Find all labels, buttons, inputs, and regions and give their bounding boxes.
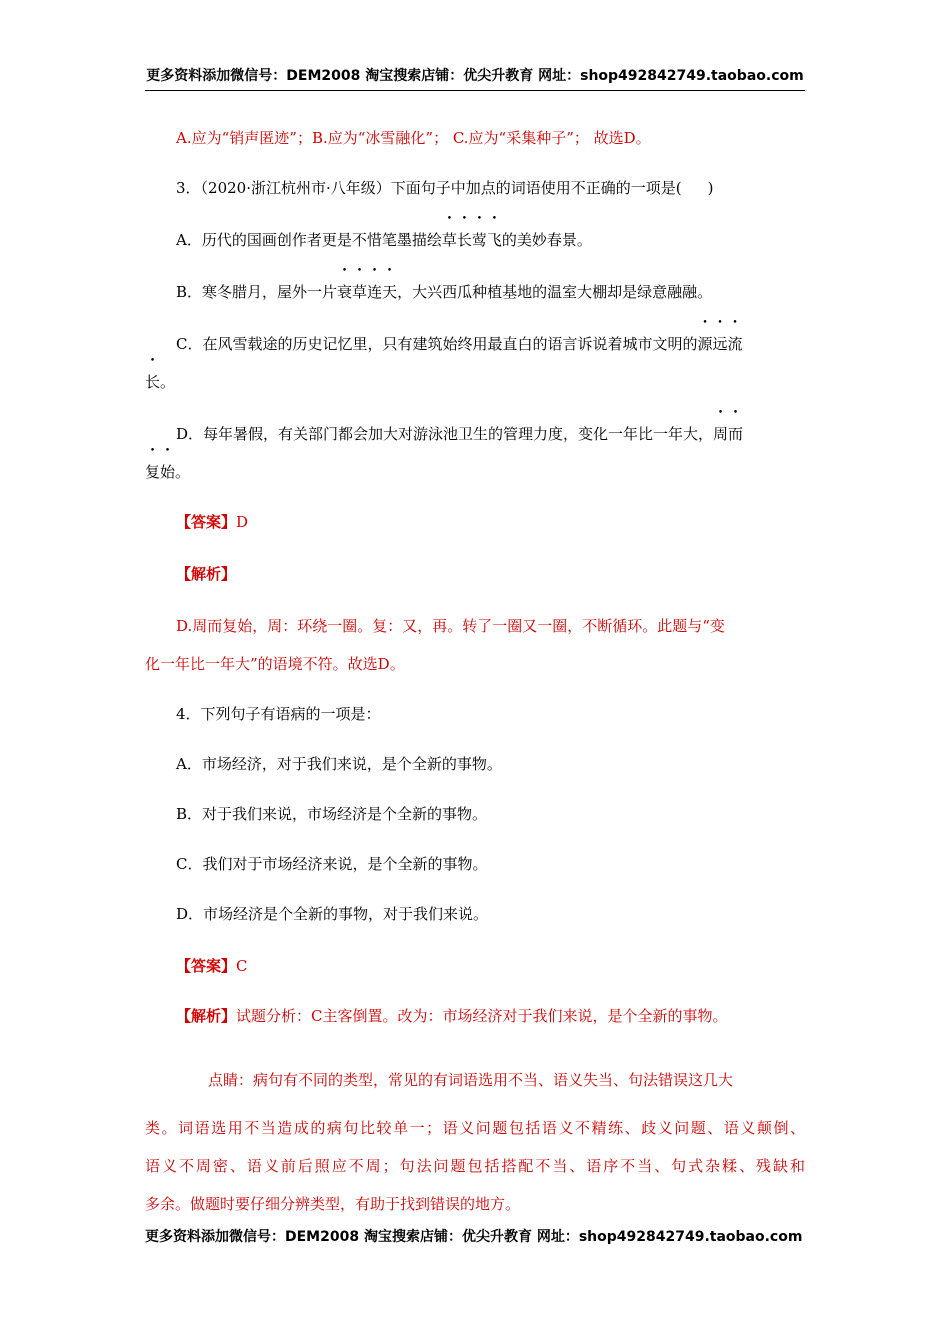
- note-line-2: 类。词语选用不当造成的病句比较单一；语义问题包括语义不精练、歧义问题、语义颠倒、: [145, 1119, 805, 1137]
- question-3-option-b: [176, 280, 712, 304]
- option-b-suffix: ，大兴西瓜种植基地的温室大棚却是绿意融融。: [397, 283, 713, 301]
- question-3-analysis-line1: D.周而复始，周：环绕一圈。复：又，再。转了一圈又一圈，不断循环。此题与“变: [176, 617, 725, 635]
- answer-value: D: [236, 513, 249, 531]
- question-3-analysis-line2: 化一年比一年大”的语境不符。故选D。: [145, 655, 405, 673]
- question-3-option-a: [176, 228, 592, 252]
- question-4-answer: [176, 954, 248, 978]
- dotted-char: 远: [712, 335, 728, 353]
- option-c-prefix: C．在风雪载途的历史记忆里，只有建筑始终用最直白的语言诉说着城市文明的: [176, 335, 698, 353]
- dotted-char: 源: [697, 335, 713, 353]
- question-3-stem: [176, 176, 713, 200]
- dotted-char: 草: [352, 283, 368, 301]
- question-4-option-b: B．对于我们来说，市场经济是个全新的事物。: [176, 805, 488, 823]
- question-3-option-c-line1: [176, 332, 743, 356]
- dotted-char: 衰: [337, 283, 353, 301]
- dotted-char: 草: [441, 231, 457, 249]
- note-line-4: 多余。做题时要仔细分辨类型，有助于找到错误的地方。: [145, 1195, 521, 1213]
- analysis-text: 试题分析：C主客倒置。改为：市场经济对于我们来说，是个全新的事物。: [236, 1007, 728, 1025]
- dotted-char: 长: [456, 231, 472, 249]
- question-4-stem: 4．下列句子有语病的一项是：: [176, 705, 381, 723]
- dotted-char: 天: [382, 283, 398, 301]
- option-b-prefix: B．寒冬腊月，屋外一片: [176, 283, 338, 301]
- option-d-suffix: 。: [175, 463, 191, 481]
- dotted-char: 长: [145, 373, 161, 391]
- note-line-1: 点睛：病句有不同的类型，常见的有词语选用不当、语义失当、句法错误这几大: [208, 1071, 734, 1089]
- answer-label: 【答案】: [176, 957, 237, 975]
- dotted-char: 复: [145, 463, 161, 481]
- question-3-option-d-line2: [145, 460, 190, 484]
- option-a-suffix: 的美妙春景。: [501, 231, 592, 249]
- previous-explanation: A.应为“销声匿迹”；B.应为“冰雪融化”； C.应为“采集种子”； 故选D。: [176, 129, 651, 147]
- question-4-analysis: [176, 1004, 728, 1028]
- analysis-label: 【解析】: [176, 1007, 237, 1025]
- question-3-analysis-label: 【解析】: [176, 565, 237, 583]
- option-d-prefix: D．每年暑假，有关部门都会加大对游泳池卫生的管理力度，变化一年比一年大，: [176, 425, 714, 443]
- question-3-option-c-line2: [145, 370, 175, 394]
- dotted-char: 连: [367, 283, 383, 301]
- dotted-char: 而: [728, 425, 744, 443]
- dotted-char: 始: [160, 463, 176, 481]
- option-a-prefix: A．历代的国画创作者更是不惜笔墨描绘: [176, 231, 442, 249]
- dotted-char: 飞: [486, 231, 502, 249]
- note-line-3: 语义不周密、语义前后照应不周；句法问题包括搭配不当、语序不当、句式杂糅、残缺和: [145, 1157, 805, 1175]
- option-c-suffix: 。: [160, 373, 176, 391]
- question-3-answer: [176, 510, 248, 534]
- dotted-char: 莺: [471, 231, 487, 249]
- question-3-option-d-line1: [176, 422, 743, 446]
- question-3-stem-text: 3．（2020·浙江杭州市·八年级）下面句子中加点的词语使用不正确的一项是(: [176, 179, 682, 197]
- dotted-char: 流: [727, 335, 743, 353]
- question-3-stem-close: ): [707, 179, 714, 197]
- page-footer: 更多资料添加微信号：DEM2008 淘宝搜索店铺：优尖升教育 网址：shop492842749.taobao.com: [145, 1229, 803, 1245]
- answer-label: 【答案】: [176, 513, 237, 531]
- question-4-option-d: D．市场经济是个全新的事物，对于我们来说。: [176, 905, 489, 923]
- answer-value: C: [236, 957, 248, 975]
- dotted-char: 周: [713, 425, 729, 443]
- question-4-option-c: C．我们对于市场经济来说，是个全新的事物。: [176, 855, 488, 873]
- page-header: 更多资料添加微信号：DEM2008 淘宝搜索店铺：优尖升教育 网址：shop492842749.taobao.com: [145, 62, 805, 91]
- question-4-option-a: A．市场经济，对于我们来说，是个全新的事物。: [176, 755, 502, 773]
